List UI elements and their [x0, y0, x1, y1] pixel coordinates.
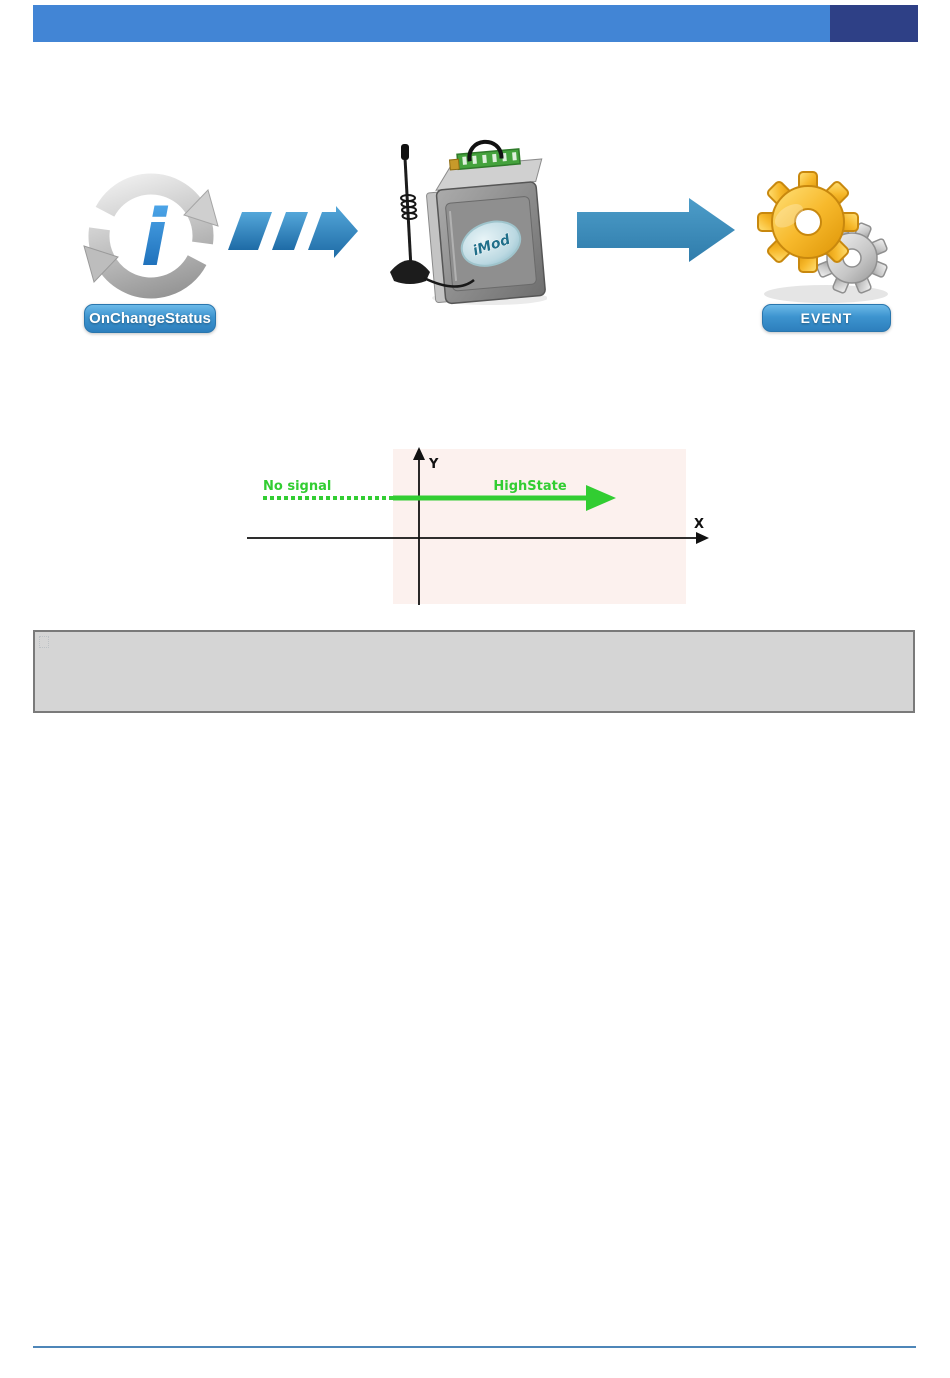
- highstate-annotation: HighState: [493, 479, 567, 494]
- antenna-base: [390, 260, 430, 284]
- no-signal-annotation: No signal: [263, 479, 332, 494]
- gears-icon: [748, 158, 896, 306]
- note-box-corner-artifact: [39, 636, 49, 648]
- imod-device-photo: [372, 138, 547, 306]
- signal-chart: [230, 442, 740, 617]
- onchangestatus-label: OnChangeStatus: [89, 310, 211, 327]
- x-axis-label: X: [694, 517, 705, 532]
- event-label: EVENT: [800, 310, 853, 326]
- x-axis-arrowhead: [696, 532, 709, 544]
- footer-rule: [33, 1346, 916, 1348]
- gold-gear: [758, 172, 858, 272]
- info-glyph: i: [140, 194, 168, 284]
- antenna-connector: [449, 159, 459, 170]
- onchangestatus-badge: [84, 304, 216, 333]
- header-bar: [33, 5, 830, 42]
- note-box: [33, 630, 915, 713]
- y-axis-label: Y: [429, 457, 439, 472]
- event-badge: [762, 304, 891, 332]
- dashed-chevron-arrow-icon: [226, 206, 358, 258]
- header-accent-block: [830, 5, 918, 42]
- device-body: [422, 138, 547, 305]
- highstate-region: [393, 449, 686, 604]
- info-sync-icon: [74, 162, 228, 312]
- solid-block-arrow-icon: [575, 196, 737, 264]
- imod-logo-text: iMod: [470, 231, 513, 260]
